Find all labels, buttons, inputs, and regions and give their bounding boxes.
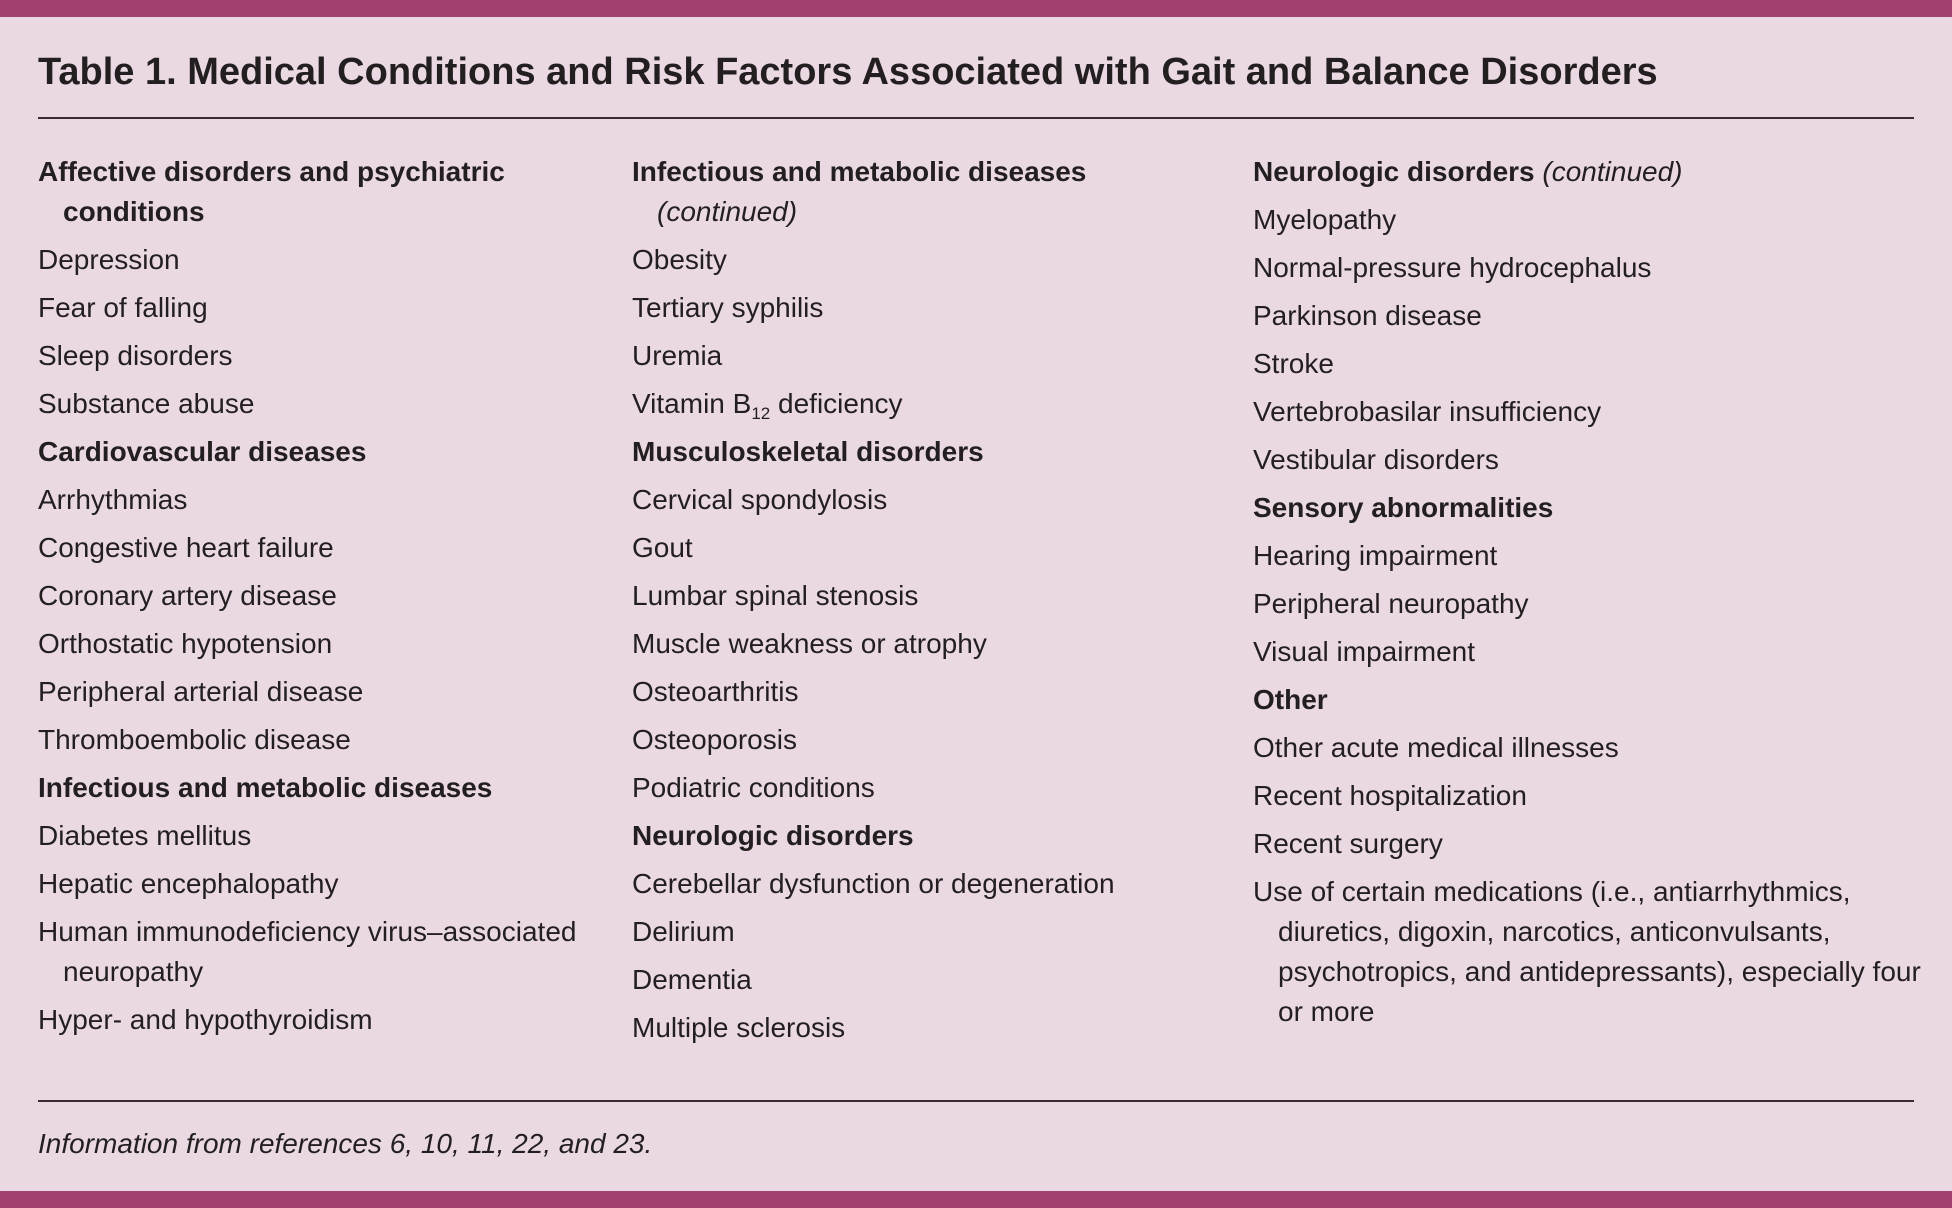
list-item: Osteoporosis: [632, 724, 797, 755]
list-item-vitamin-b12: [632, 384, 1232, 424]
list-item: Diabetes mellitus: [38, 820, 252, 851]
column-3: [1253, 152, 1923, 1040]
continued-label: (continued): [1542, 156, 1683, 187]
list-item: Arrhythmias: [38, 484, 188, 515]
list-item: Parkinson disease: [1253, 300, 1482, 331]
list-item: Cerebellar dysfunction or degeneration: [632, 868, 1115, 899]
list-item: Sleep disorders: [38, 340, 233, 371]
source-footnote: Information from references 6, 10, 11, 22, and 23.: [38, 1128, 653, 1159]
list-item: Orthostatic hypotension: [38, 628, 333, 659]
list-item: Fear of falling: [38, 292, 208, 323]
category-heading-infectious: Infectious and metabolic diseases: [38, 772, 493, 803]
continued-label: (continued): [657, 196, 798, 227]
category-heading-affective: Affective disorders and psychiatric conditions: [38, 156, 505, 227]
category-heading-sensory: Sensory abnormalities: [1253, 492, 1554, 523]
list-item: Congestive heart failure: [38, 532, 334, 563]
list-item: Visual impairment: [1253, 636, 1476, 667]
list-item: Thromboembolic disease: [38, 724, 351, 755]
list-item: Tertiary syphilis: [632, 292, 824, 323]
list-item: Recent surgery: [1253, 828, 1443, 859]
column-2: [632, 152, 1232, 1056]
list-item: Muscle weakness or atrophy: [632, 628, 987, 659]
list-item: Vertebrobasilar insufficiency: [1253, 396, 1602, 427]
vitamin-subscript: 12: [751, 404, 771, 423]
title-divider: [38, 117, 1914, 119]
list-item: Peripheral neuropathy: [1253, 588, 1529, 619]
vitamin-prefix: Vitamin B: [632, 388, 752, 419]
heading-text: Neurologic disorders: [1253, 156, 1535, 187]
list-item: Use of certain medications (i.e., antiarrhythmics, diuretics, digoxin, narcotics, anticonvulsants, psychotropics, and antidepressants), especially four or more: [1253, 876, 1921, 1027]
top-accent-bar: [0, 0, 1952, 17]
list-item: Recent hospitalization: [1253, 780, 1527, 811]
list-item: Peripheral arterial disease: [38, 676, 364, 707]
list-item: Multiple sclerosis: [632, 1012, 846, 1043]
list-item: Delirium: [632, 916, 735, 947]
list-item: Other acute medical illnesses: [1253, 732, 1619, 763]
list-item: Human immunodeficiency virus–associated neuropathy: [38, 916, 577, 987]
list-item: Vestibular disorders: [1253, 444, 1499, 475]
list-item: Cervical spondylosis: [632, 484, 888, 515]
list-item: Normal-pressure hydrocephalus: [1253, 252, 1652, 283]
category-heading-musculoskeletal: Musculoskeletal disorders: [632, 436, 984, 467]
list-item: Hepatic encephalopathy: [38, 868, 339, 899]
list-item: Hearing impairment: [1253, 540, 1498, 571]
list-item: Depression: [38, 244, 180, 275]
list-item: Obesity: [632, 244, 727, 275]
heading-text: Infectious and metabolic diseases: [632, 156, 1087, 187]
category-heading-neurologic: Neurologic disorders: [632, 820, 914, 851]
list-item: Dementia: [632, 964, 752, 995]
vitamin-suffix: deficiency: [770, 388, 903, 419]
list-item: Uremia: [632, 340, 723, 371]
category-heading-other: Other: [1253, 684, 1328, 715]
category-heading-neurologic-continued: [1253, 152, 1923, 192]
list-item: Myelopathy: [1253, 204, 1397, 235]
list-item: Coronary artery disease: [38, 580, 337, 611]
category-heading-infectious-continued: [632, 152, 1232, 232]
list-item: Stroke: [1253, 348, 1334, 379]
list-item: Substance abuse: [38, 388, 255, 419]
list-item: Osteoarthritis: [632, 676, 799, 707]
table-title: Table 1. Medical Conditions and Risk Factors Associated with Gait and Balance Disorders: [38, 51, 1658, 93]
bottom-accent-bar: [0, 1191, 1952, 1208]
column-1: [38, 152, 598, 1048]
category-heading-cardiovascular: Cardiovascular diseases: [38, 436, 367, 467]
list-item: Podiatric conditions: [632, 772, 875, 803]
footer-divider: [38, 1100, 1914, 1102]
list-item: Lumbar spinal stenosis: [632, 580, 919, 611]
list-item: Gout: [632, 532, 693, 563]
list-item: Hyper- and hypothyroidism: [38, 1004, 373, 1035]
